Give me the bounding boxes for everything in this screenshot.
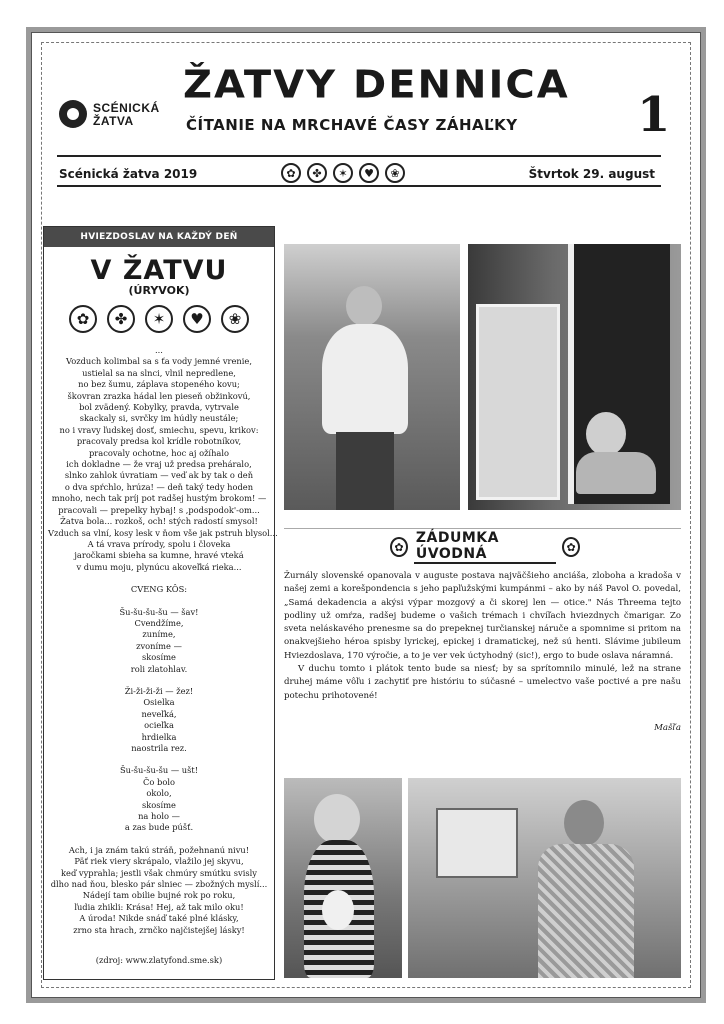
poem-column [43,226,278,980]
poem-line: Žatva bola... rozkoš, och! stých radostí smysol! [60,516,258,527]
ornament-row [281,163,405,183]
issue-number: 1 [637,87,671,143]
stanza-break [48,675,270,686]
rosette-icon: ✿ [562,537,580,557]
poem-line: pracovaly predsa kol krídle robotníkov, [76,436,242,447]
poem-line: Cvendžíme, [134,617,184,628]
poem-line: Šu-šu-šu-šu — šav! [119,606,199,617]
poem-line: Čo bolo [143,776,175,787]
poem-line: zrno sta hrach, zrnčko najčistejšej lásky! [73,924,245,935]
photo-man-at-window [468,244,681,510]
newspaper-title: ŽATVY DENNICA [183,63,570,107]
poem-line: ocieľka [144,720,174,731]
poem-line: skosíme [142,799,176,810]
poem-line: v dumu moju, plynúcu akoveľká rieka... [76,561,242,572]
flower-cross-icon: ✤ [107,305,135,333]
poem-line: jaročkami sbieha sa kumne, hravé vteká [74,550,244,561]
poem-line: okolo, [146,788,172,799]
poem-line: mnoho, nech tak príj pot radšej hustým brokom! — [51,493,267,504]
article-body [284,570,681,703]
poem-line: na holo — [138,811,180,822]
poem-line: ustielal sa na slnci, vlnil nepredlene, [82,367,236,378]
photo-man-with-microphone [284,244,460,510]
poem-line: škovran zrazka hádal len pieseň obžinkovú, [67,390,251,401]
stanza-break [48,573,270,584]
poem-line: pracovali — prepelky hybaj! s ,podspodok'-om... [58,504,260,515]
poem-line: a zas bude púšť. [124,822,194,833]
poem-line: ľudia zhikli: Krása! Hej, až tak milo oku! [74,901,244,912]
photo-man-at-paintings [408,778,681,978]
poem-line: naostrila rez. [131,743,187,753]
rose-logo-icon [59,100,87,128]
flower-cross-icon: ✤ [307,163,327,183]
poem-line: keď vyprahla; jestli však chmúry smútku svisly [61,867,257,878]
poem-line: no i vravy ľudskej dosť, smiechu, spevu, krikov: [59,424,259,435]
heart-icon: ♥ [359,163,379,183]
poem-line: Ži-ži-ži-ži — žez! [124,685,194,696]
rosette-icon: ✿ [69,305,97,333]
poem-title: V ŽATVU [90,255,228,286]
star-icon: ✶ [145,305,173,333]
logo-text: SCÉNICKÁ ŽATVA [93,101,160,128]
edition-label: Scénická žatva 2019 [59,167,198,181]
poem-subtitle: (ÚRYVOK) [128,284,190,297]
article-paragraph: V duchu tomto i plátok tento bude sa niesť; by sa sprítomnilo minulé, lež na strane druhej máme vôľu i zachytiť pre históriu to súčasné – umelectvo vaše poctivé a pre našu potechu prihotovené! [284,664,681,701]
rose-icon: ❀ [385,163,405,183]
article-paragraph: Žurnály slovenské opanovala v auguste postava najväčšieho anciáša, zloboha a kradoša v našej zemi a korešpondencia s jeho papľužskými kumpánmi – ako by náš Pavol O. povedal, „Samá dekadencia a akýsi výpar mozgový a či skorej len — otice." Nás Threema tejto podliny už omŕza, radšej budeme o vašich trémach i chvíľach hviezdnych čmarigar. Zo sveta neláskavého prenesme sa do prepeknej turčianskej náruče a spomnime si pritom na onakvejšieho héroa spisby lyrickej, epickej i dramatickej, než sú henti. Slávime jubileum Hviezdoslava, 170 výročie, a to je ver vek úctyhodný (sic!), ergo to bude oslava náramná. [284,571,681,661]
article-author: Mašľa [654,723,681,733]
poem-line: skackaly si, svrčky im húdly neustále; [79,413,239,424]
poem-line: hrdielka [141,731,177,742]
rosette-icon: ✿ [390,537,408,557]
poem-line: bol zvädený. Kobylky, pravda, vytrvale [79,402,239,413]
poem-line: Vozduch kolimbal sa s ťa vody jemné vrenie, [66,356,252,367]
poem-line: A tá vravа prírody, spolu i človeka [87,538,231,549]
poem-line: A úroda! Nikde snáď také plné klásky, [79,913,239,924]
poem-text [44,345,278,936]
poem-line: zvoníme — [136,640,182,651]
star-icon: ✶ [333,163,353,183]
rose-icon: ❀ [221,305,249,333]
poem-line: Osielka [143,697,175,708]
poem-line: ich dokladne — že vraj už predsa preháralo, [66,459,252,470]
poem-line: Vzduch sa vlní, kosy lesk v ňom vše jak pstruh blysol... [48,527,278,538]
publisher-logo [59,100,169,140]
masthead [43,42,681,192]
newspaper-subtitle: ČÍTANIE NA MRCHAVÉ ČASY ZÁHAĽKY [186,116,518,134]
issue-date: Štvrtok 29. august [528,167,655,181]
article-title: ZÁDUMKA ÚVODNÁ [414,530,556,564]
poem-line: Päť riek viery skrápalo, vlažilo jej skyvu, [74,856,244,867]
photo-woman-with-bag [284,778,402,978]
divider [57,185,661,187]
poem-line: no bez šumu, záplava stopeného kovu; [78,379,240,390]
poem-line: roli zlatohlav. [130,663,188,674]
section-bar: HVIEZDOSLAV NA KAŽDÝ DEŇ [44,227,274,247]
poem-line: Šu-šu-šu-šu — ušt! [119,765,199,776]
stanza-break [48,754,270,765]
poem-line: Nádejí tam obilie bujné rok po roku, [82,890,236,901]
poem-line: CVENG KÔS: [130,584,188,595]
poem-line: o dva spŕchlo, hrúza! — deň taký tedy hoden [64,481,254,492]
poem-line: zuníme, [142,629,176,640]
divider [284,528,681,529]
stanza-break [48,834,270,845]
stanza-break [48,596,270,607]
poem-line: slnko zahlok úvratiam — veď ak by tak o deň [64,470,254,481]
rosette-icon: ✿ [281,163,301,183]
poem-line: pracovaly ochotne, hoc aj ožíhalo [88,447,230,458]
poem-ornaments [44,305,274,333]
poem-line: ... [155,345,163,355]
heart-icon: ♥ [183,305,211,333]
poem-line: neveľká, [141,708,177,719]
article-heading [390,530,580,562]
poem-line: dlho nad ňou, blesko pár slnieс — zbožných myslí... [50,879,268,890]
poem-line: skosíme [142,652,176,663]
poem-source: (zdroj: www.zlatyfond.sme.sk) [95,955,223,965]
divider [57,155,661,157]
poem-line: Ach, i ja znám takú stráň, požehnanú nivu! [68,844,250,855]
